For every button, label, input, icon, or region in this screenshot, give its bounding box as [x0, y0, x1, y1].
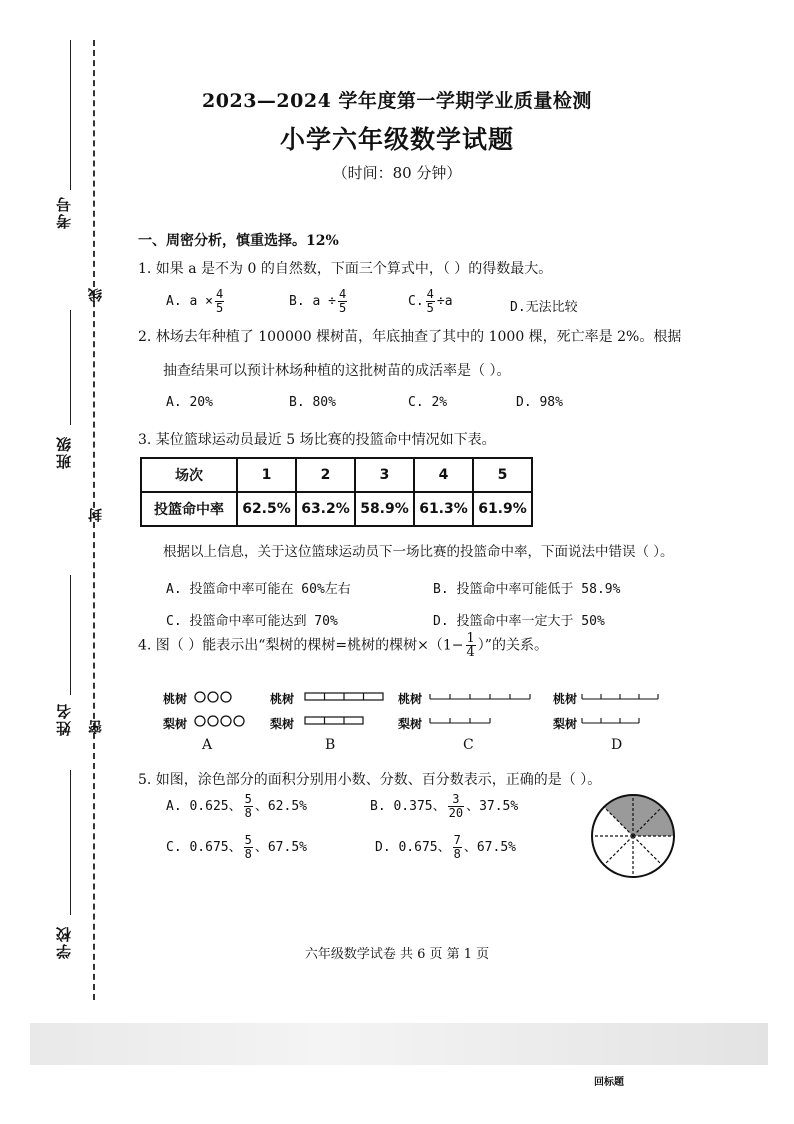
table-cell: 5 — [473, 458, 532, 492]
diagram-c-lines — [430, 694, 530, 723]
exam-title-line2: 小学六年级数学试题 — [279, 125, 514, 154]
seal-feng: 封 — [88, 508, 104, 522]
circle-sector — [592, 836, 633, 865]
table-cell: 3 — [355, 458, 414, 492]
exam-title-line1: 2023—2024 学年度第一学期学业质量检测 — [202, 90, 592, 112]
diagram-letter-b: B — [325, 737, 336, 753]
xingming-rule — [70, 575, 71, 695]
q2-text-line1: 2. 林场去年种植了 100000 棵树苗，年底抽查了其中的 1000 棵，死亡率是 2%。根据 — [138, 329, 682, 345]
diagram-c-taoshu-label: 桃树 — [398, 692, 423, 706]
diagram-d-lines — [582, 694, 658, 723]
kaohao-label: 考号 — [55, 195, 73, 229]
q2-option-b: B. 80% — [289, 395, 336, 410]
diagram-a-taoshu-label: 桃树 — [163, 692, 188, 706]
table-cell: 投篮命中率 — [141, 492, 237, 526]
q3-option-d: D. 投篮命中率一定大于 50% — [433, 614, 605, 629]
table-cell: 4 — [414, 458, 473, 492]
q2-text-line2: 抽查结果可以预计林场种植的这批树苗的成活率是（ ）。 — [163, 363, 511, 379]
banji-rule — [70, 310, 71, 425]
diagram-b-taoshu-label: 桃树 — [270, 692, 295, 706]
table-cell: 场次 — [141, 458, 237, 492]
exam-time-note: （时间：80 分钟） — [332, 164, 462, 182]
q2-option-d: D. 98% — [516, 395, 563, 410]
diagram-letter-d: D — [611, 737, 623, 753]
diagram-a-lishu-label: 梨树 — [163, 717, 188, 731]
q1-text: 1. 如果 a 是不为 0 的自然数，下面三个算式中，（ ）的得数最大。 — [138, 261, 553, 277]
table-cell: 61.3% — [414, 492, 473, 526]
diagram-d-taoshu-label: 桃树 — [553, 692, 578, 706]
table-row — [141, 458, 532, 492]
table-row — [141, 492, 532, 526]
shooting-rate-table — [140, 457, 533, 527]
corner-watermark: 回标题 — [594, 1077, 624, 1088]
table-cell: 58.9% — [355, 492, 414, 526]
q1-option-b: B. a ÷ $\frac{4}{5}$ — [289, 287, 347, 315]
diagram-b-bars — [305, 693, 383, 724]
q2-option-c: C. 2% — [408, 395, 448, 410]
section1-title: 一、周密分析，慎重选择。12% — [138, 233, 339, 249]
q3-option-a: A. 投篮命中率可能在 60%左右 — [166, 582, 351, 597]
diagram-c-lishu-label: 梨树 — [398, 717, 423, 731]
q4-diagrams — [150, 680, 670, 730]
table-cell: 61.9% — [473, 492, 532, 526]
seal-xian: 线 — [88, 288, 104, 302]
q1-option-d: D.无法比较 — [510, 300, 578, 315]
circle-sector — [604, 836, 633, 877]
diagram-d-lishu-label: 梨树 — [553, 717, 578, 731]
q5-text: 5. 如图，涂色部分的面积分别用小数、分数、百分数表示，正确的是（ ）。 — [138, 772, 602, 788]
q3-text: 3. 某位篮球运动员最近 5 场比赛的投篮命中情况如下表。 — [138, 432, 496, 448]
xingming-label: 姓名 — [55, 702, 73, 736]
q4-text: 4. 图（ ）能表示出“梨树的棵树=桃树的棵树×（1− $\frac{1}{4}$ ）”的关系。 — [138, 631, 548, 660]
q3-text2: 根据以上信息，关于这位篮球运动员下一场比赛的投篮命中率，下面说法中错误（ ）。 — [163, 544, 674, 560]
circle-sector — [604, 795, 633, 836]
q5-option-a: A. 0.625、 $\frac{5}{8}$ 、62.5% — [166, 792, 307, 820]
diagram-letter-c: C — [463, 737, 474, 753]
shaded-circle-figure — [588, 791, 678, 881]
q3-option-b: B. 投篮命中率可能低于 58.9% — [433, 582, 621, 597]
banji-label: 班级 — [55, 435, 73, 469]
circle-radius-line — [633, 836, 662, 865]
circle-sector — [633, 836, 662, 877]
xuexiao-label: 学校 — [55, 925, 73, 959]
q2-option-a: A. 20% — [166, 395, 213, 410]
diagram-b-lishu-label: 梨树 — [270, 717, 295, 731]
table-cell: 1 — [237, 458, 296, 492]
circle-sector — [633, 836, 674, 865]
seal-mi: 密 — [88, 720, 104, 734]
q5-option-b: B. 0.375、 $\frac{3}{20}$ 、37.5% — [370, 792, 519, 820]
circle-radius-line — [604, 836, 633, 865]
table-cell: 2 — [296, 458, 355, 492]
q1-option-c: C. $\frac{4}{5}$ ÷a — [408, 287, 453, 315]
scan-artifact-band — [30, 1023, 768, 1065]
q3-option-c: C. 投篮命中率可能达到 70% — [166, 614, 338, 629]
diagram-letter-a: A — [202, 737, 213, 753]
q1-option-a: A. a × $\frac{4}{5}$ — [166, 287, 224, 315]
xuexiao-rule — [70, 770, 71, 915]
table-cell: 63.2% — [296, 492, 355, 526]
q5-option-d: D. 0.675、 $\frac{7}{8}$ 、67.5% — [375, 833, 516, 861]
table-cell: 62.5% — [237, 492, 296, 526]
q5-option-c: C. 0.675、 $\frac{5}{8}$ 、67.5% — [166, 833, 307, 861]
page-footer: 六年级数学试卷 共 6 页 第 1 页 — [304, 947, 490, 962]
diagram-a-circles — [195, 692, 244, 726]
